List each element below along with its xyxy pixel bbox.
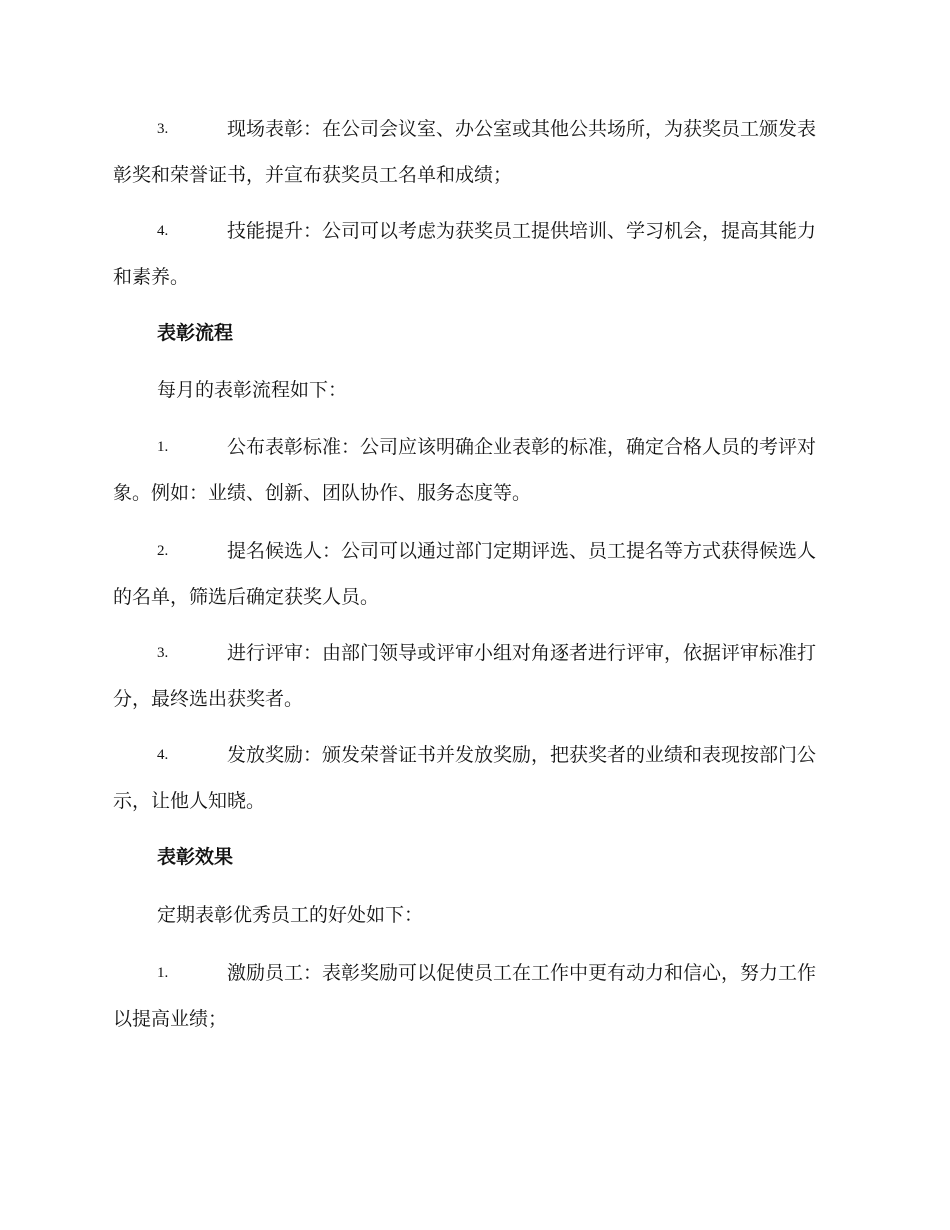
list-item — [113, 106, 833, 198]
list-item — [113, 424, 833, 516]
list-item — [113, 528, 833, 620]
list-item-number: 3. — [157, 121, 169, 137]
list-item — [113, 208, 833, 300]
list-item-number: 1. — [157, 965, 169, 981]
section-intro-effect: 定期表彰优秀员工的好处如下： — [157, 904, 424, 926]
list-item-text: 发放奖励：颁发荣誉证书并发放奖励，把获奖者的业绩和表现按部门公示，让他人知晓。 — [113, 744, 817, 812]
list-item-text: 进行评审：由部门领导或评审小组对角逐者进行评审，依据评审标准打分，最终选出获奖者。 — [113, 642, 817, 710]
list-item-number: 4. — [157, 223, 169, 239]
list-item — [113, 732, 833, 824]
list-item-text: 提名候选人：公司可以通过部门定期评选、员工提名等方式获得候选人的名单，筛选后确定获奖人员。 — [113, 540, 817, 608]
list-item-text: 现场表彰：在公司会议室、办公室或其他公共场所，为获奖员工颁发表彰奖和荣誉证书，并宣布获奖员工名单和成绩； — [113, 118, 817, 186]
list-item-number: 1. — [157, 439, 169, 455]
list-item — [113, 950, 833, 1042]
list-item — [113, 630, 833, 722]
list-item-number: 2. — [157, 543, 169, 559]
list-item-number: 4. — [157, 747, 169, 763]
section-intro-process: 每月的表彰流程如下： — [157, 379, 348, 401]
section-heading-effect: 表彰效果 — [157, 846, 234, 868]
list-item-text: 技能提升：公司可以考虑为获奖员工提供培训、学习机会，提高其能力和素养。 — [113, 220, 817, 288]
section-heading-process: 表彰流程 — [157, 322, 234, 344]
list-item-text: 公布表彰标准：公司应该明确企业表彰的标准，确定合格人员的考评对象。例如：业绩、创新、团队协作、服务态度等。 — [113, 436, 817, 504]
list-item-number: 3. — [157, 645, 169, 661]
list-item-text: 激励员工：表彰奖励可以促使员工在工作中更有动力和信心，努力工作以提高业绩； — [113, 962, 817, 1030]
